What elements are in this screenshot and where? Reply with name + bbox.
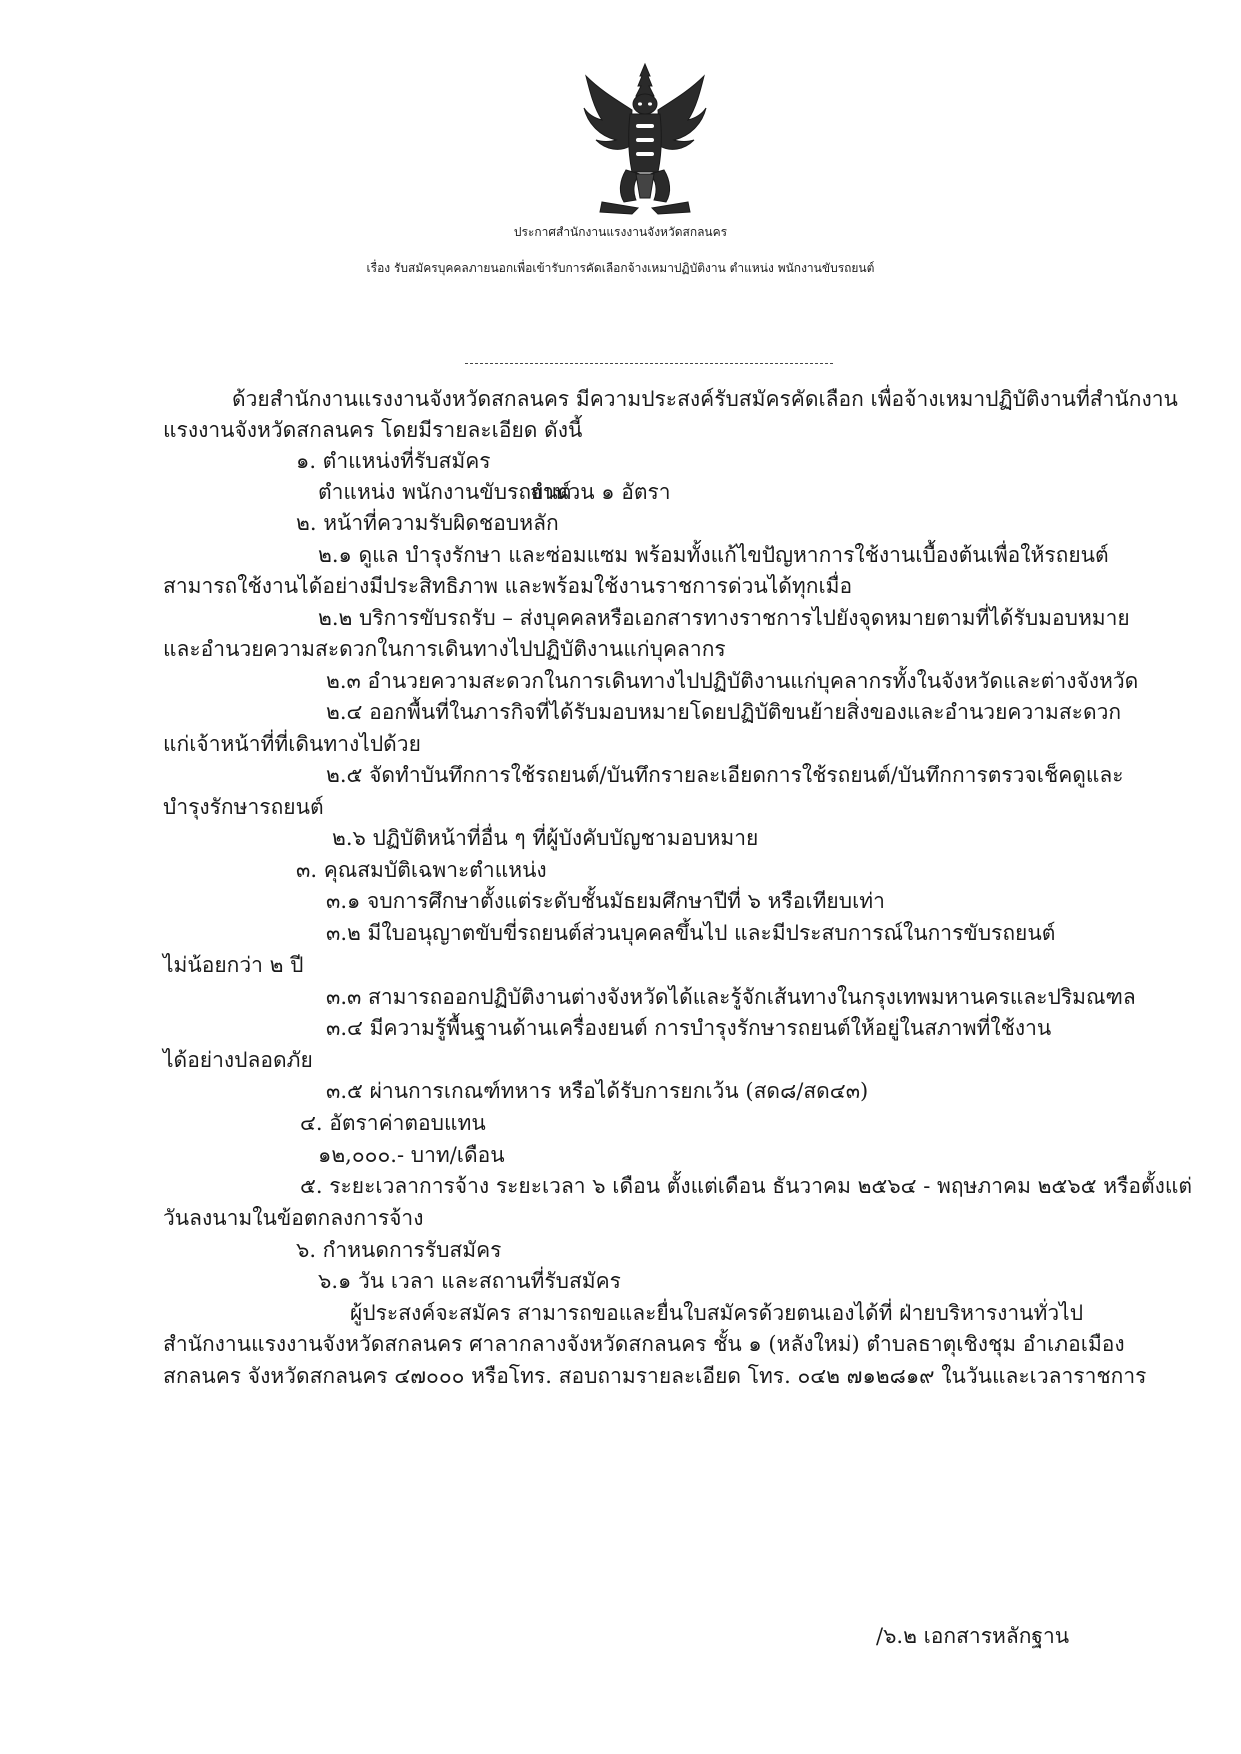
qualification-item-cont: ไม่น้อยกว่า ๒ ปี [163, 953, 304, 977]
document-subject: เรื่อง รับสมัครบุคคลภายนอกเพื่อเข้ารับการคัดเลือกจ้างเหมาปฏิบัติงาน ตำแหน่ง พนักงานขับรถยนต์ [366, 261, 875, 275]
qualification-item: ๓.๓ สามารถออกปฏิบัติงานต่างจังหวัดได้และรู้จักเส้นทางในกรุงเทพมหานครและปริมณฑล [326, 985, 1136, 1009]
section-heading: ๓. คุณสมบัติเฉพาะตำแหน่ง [296, 858, 547, 882]
application-paragraph-line: สกลนคร จังหวัดสกลนคร ๔๗๐๐๐ หรือโทร. สอบถามรายละเอียด โทร. ๐๔๒ ๗๑๒๘๑๙ ในวันและเวลาราชการ [163, 1364, 1147, 1388]
duty-item-cont: บำรุงรักษารถยนต์ [163, 795, 324, 819]
duty-item: ๒.๕ จัดทำบันทึกการใช้รถยนต์/บันทึกรายละเอียดการใช้รถยนต์/บันทึกการตรวจเช็คดูและ [326, 763, 1124, 787]
compensation-value: ๑๒,๐๐๐.- บาท/เดือน [318, 1143, 505, 1167]
sub-heading: ๖.๑ วัน เวลา และสถานที่รับสมัคร [318, 1269, 621, 1293]
position-label: ตำแหน่ง พนักงานขับรถยนต์ [318, 480, 572, 504]
intro-line-1: ด้วยสำนักงานแรงงานจังหวัดสกลนคร มีความประสงค์รับสมัครคัดเลือก เพื่อจ้างเหมาปฏิบัติงานที่สำนักงาน [232, 387, 1178, 411]
duty-item-cont: แก่เจ้าหน้าที่ที่เดินทางไปด้วย [163, 732, 421, 756]
section-heading: ๒. หน้าที่ความรับผิดชอบหลัก [296, 511, 559, 535]
duty-item: ๒.๓ อำนวยความสะดวกในการเดินทางไปปฏิบัติงานแก่บุคลากรทั้งในจังหวัดและต่างจังหวัด [326, 669, 1139, 693]
qualification-item: ๓.๕ ผ่านการเกณฑ์ทหาร หรือได้รับการยกเว้น (สด๘/สด๔๓) [326, 1079, 869, 1103]
section-heading: ๖. กำหนดการรับสมัคร [296, 1238, 502, 1262]
qualification-item: ๓.๑ จบการศึกษาตั้งแต่ระดับชั้นมัธยมศึกษาปีที่ ๖ หรือเทียบเท่า [326, 889, 885, 913]
duty-item-cont: และอำนวยความสะดวกในการเดินทางไปปฏิบัติงานแก่บุคลากร [163, 637, 726, 661]
continued-on-next-page: /๖.๒ เอกสารหลักฐาน [876, 1624, 1070, 1648]
application-paragraph-line: ผู้ประสงค์จะสมัคร สามารถขอและยื่นใบสมัครด้วยตนเองได้ที่ ฝ่ายบริหารงานทั่วไป [350, 1301, 1084, 1325]
section-heading: ๔. อัตราค่าตอบแทน [300, 1111, 486, 1135]
qualification-item: ๓.๒ มีใบอนุญาตขับขี่รถยนต์ส่วนบุคคลขึ้นไป และมีประสบการณ์ในการขับรถยนต์ [326, 921, 1056, 945]
garuda-emblem [580, 62, 710, 220]
employment-period: ๕. ระยะเวลาการจ้าง ระยะเวลา ๖ เดือน ตั้งแต่เดือน ธันวาคม ๒๕๖๔ - พฤษภาคม ๒๕๖๕ หรือตั้งแต่ [300, 1174, 1193, 1198]
qualification-item: ๓.๔ มีความรู้พื้นฐานด้านเครื่องยนต์ การบำรุงรักษารถยนต์ให้อยู่ในสภาพที่ใช้งาน [326, 1016, 1052, 1040]
duty-item-cont: สามารถใช้งานได้อย่างมีประสิทธิภาพ และพร้อมใช้งานราชการด่วนได้ทุกเมื่อ [163, 574, 853, 598]
duty-item: ๒.๖ ปฏิบัติหน้าที่อื่น ๆ ที่ผู้บังคับบัญชามอบหมาย [332, 826, 759, 850]
duty-item: ๒.๑ ดูแล บำรุงรักษา และซ่อมแซม พร้อมทั้งแก้ไขปัญหาการใช้งานเบื้องต้นเพื่อให้รถยนต์ [318, 543, 1109, 567]
qualification-item-cont: ได้อย่างปลอดภัย [163, 1048, 313, 1072]
employment-period-cont: วันลงนามในข้อตกลงการจ้าง [163, 1206, 424, 1230]
application-paragraph-line: สำนักงานแรงงานจังหวัดสกลนคร ศาลากลางจังหวัดสกลนคร ชั้น ๑ (หลังใหม่) ตำบลธาตุเชิงชุม อำเภอเมือง [163, 1332, 1125, 1356]
position-count: จำนวน ๑ อัตรา [530, 480, 671, 504]
section-heading: ๑. ตำแหน่งที่รับสมัคร [296, 449, 491, 473]
duty-item: ๒.๒ บริการขับรถรับ – ส่งบุคคลหรือเอกสารทางราชการไปยังจุดหมายตามที่ได้รับมอบหมาย [318, 606, 1130, 630]
duty-item: ๒.๔ ออกพื้นที่ในภารกิจที่ได้รับมอบหมายโดยปฏิบัติขนย้ายสิ่งของและอำนวยความสะดวก [326, 700, 1122, 724]
title-divider [465, 363, 833, 364]
document-title: ประกาศสำนักงานแรงงานจังหวัดสกลนคร [513, 225, 728, 239]
intro-line-2: แรงงานจังหวัดสกลนคร โดยมีรายละเอียด ดังนี้ [163, 418, 583, 442]
